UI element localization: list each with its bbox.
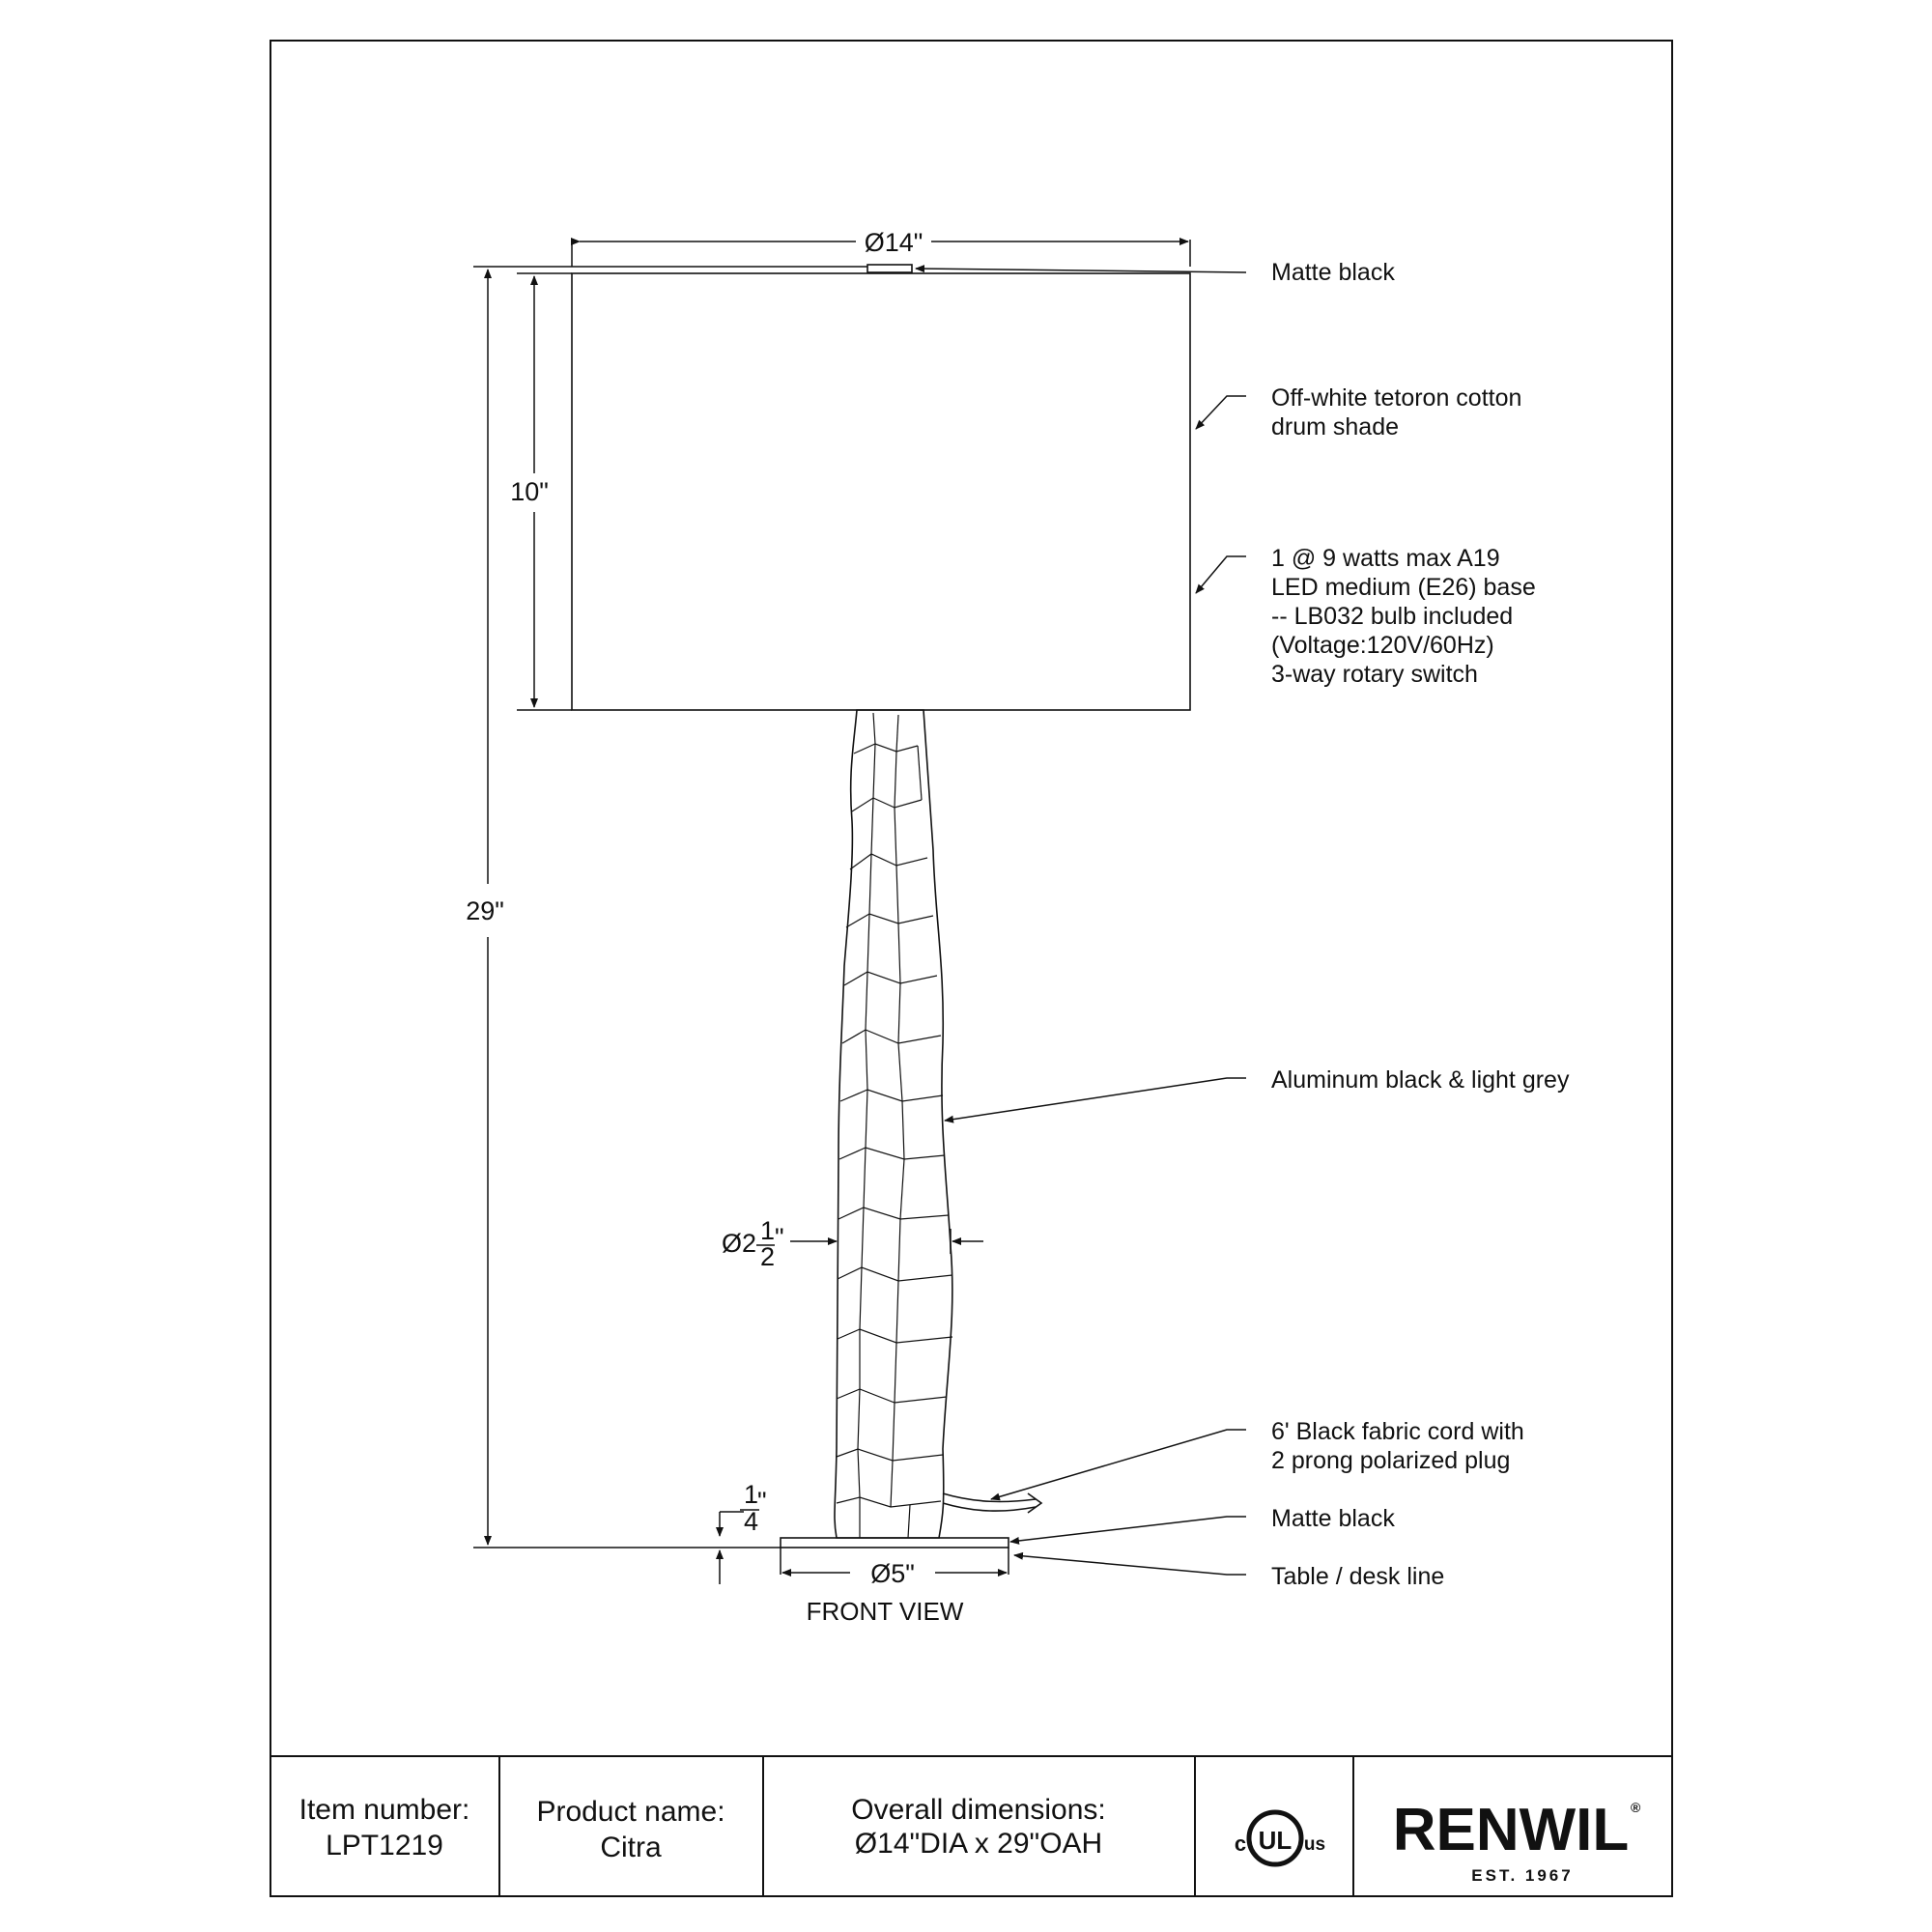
svg-text:®: ® (1631, 1800, 1641, 1815)
callout-finial: Matte black (1271, 259, 1395, 286)
callout-cord: 6' Black fabric cord with 2 prong polarized plug (1271, 1418, 1524, 1474)
svg-text:1: 1 (744, 1480, 759, 1509)
power-cord (943, 1493, 1036, 1511)
lamp-body (835, 710, 952, 1538)
callout-body: Aluminum black & light grey (1271, 1066, 1570, 1094)
product-name-value: Citra (600, 1832, 662, 1863)
dim-base-diameter: Ø5" (870, 1559, 915, 1588)
svg-text:EST. 1967: EST. 1967 (1471, 1866, 1574, 1885)
dim-overall-height: 29" (466, 896, 504, 925)
svg-text:2: 2 (760, 1242, 776, 1271)
svg-text:UL: UL (1258, 1826, 1293, 1855)
item-number-label: Item number: (298, 1794, 470, 1826)
svg-text:4: 4 (744, 1507, 759, 1536)
svg-text:Ø2: Ø2 (722, 1229, 757, 1258)
svg-text:1: 1 (760, 1216, 776, 1245)
lamp-shade (572, 273, 1190, 710)
dim-body-diameter (722, 1216, 784, 1271)
lamp-drawing (572, 265, 1190, 1548)
lamp-base (781, 1538, 1009, 1548)
dimension-lines (473, 240, 1190, 1584)
product-name-label: Product name: (536, 1796, 725, 1828)
callout-shade: Off-white tetoron cotton drum shade (1271, 384, 1522, 440)
dim-shade-height: 10" (510, 477, 549, 506)
hammered-texture (837, 713, 952, 1538)
sheet-border (270, 41, 1672, 1896)
svg-text:us: us (1303, 1834, 1326, 1855)
leader-lines (916, 269, 1246, 1575)
overall-dimensions-label: Overall dimensions: (851, 1794, 1106, 1826)
dim-base-thickness (740, 1480, 767, 1536)
renwil-logo (1393, 1797, 1641, 1885)
svg-text:": " (757, 1487, 767, 1516)
callout-base: Matte black (1271, 1505, 1395, 1532)
finial-cap (867, 265, 912, 272)
callout-table-line: Table / desk line (1271, 1563, 1445, 1590)
ul-certification-mark (1235, 1812, 1325, 1864)
dim-shade-diameter: Ø14" (864, 228, 923, 257)
view-label: FRONT VIEW (806, 1597, 964, 1626)
callout-bulb: 1 @ 9 watts max A19 LED medium (E26) base -- LB032 bulb included (Voltage:120V/60Hz) 3-way rotary switch (1271, 545, 1536, 688)
svg-text:RENWIL: RENWIL (1392, 1797, 1630, 1863)
item-number-value: LPT1219 (326, 1830, 443, 1861)
svg-text:c: c (1234, 1832, 1247, 1856)
overall-dimensions-value: Ø14"DIA x 29"OAH (854, 1828, 1103, 1860)
svg-text:": " (775, 1223, 784, 1252)
